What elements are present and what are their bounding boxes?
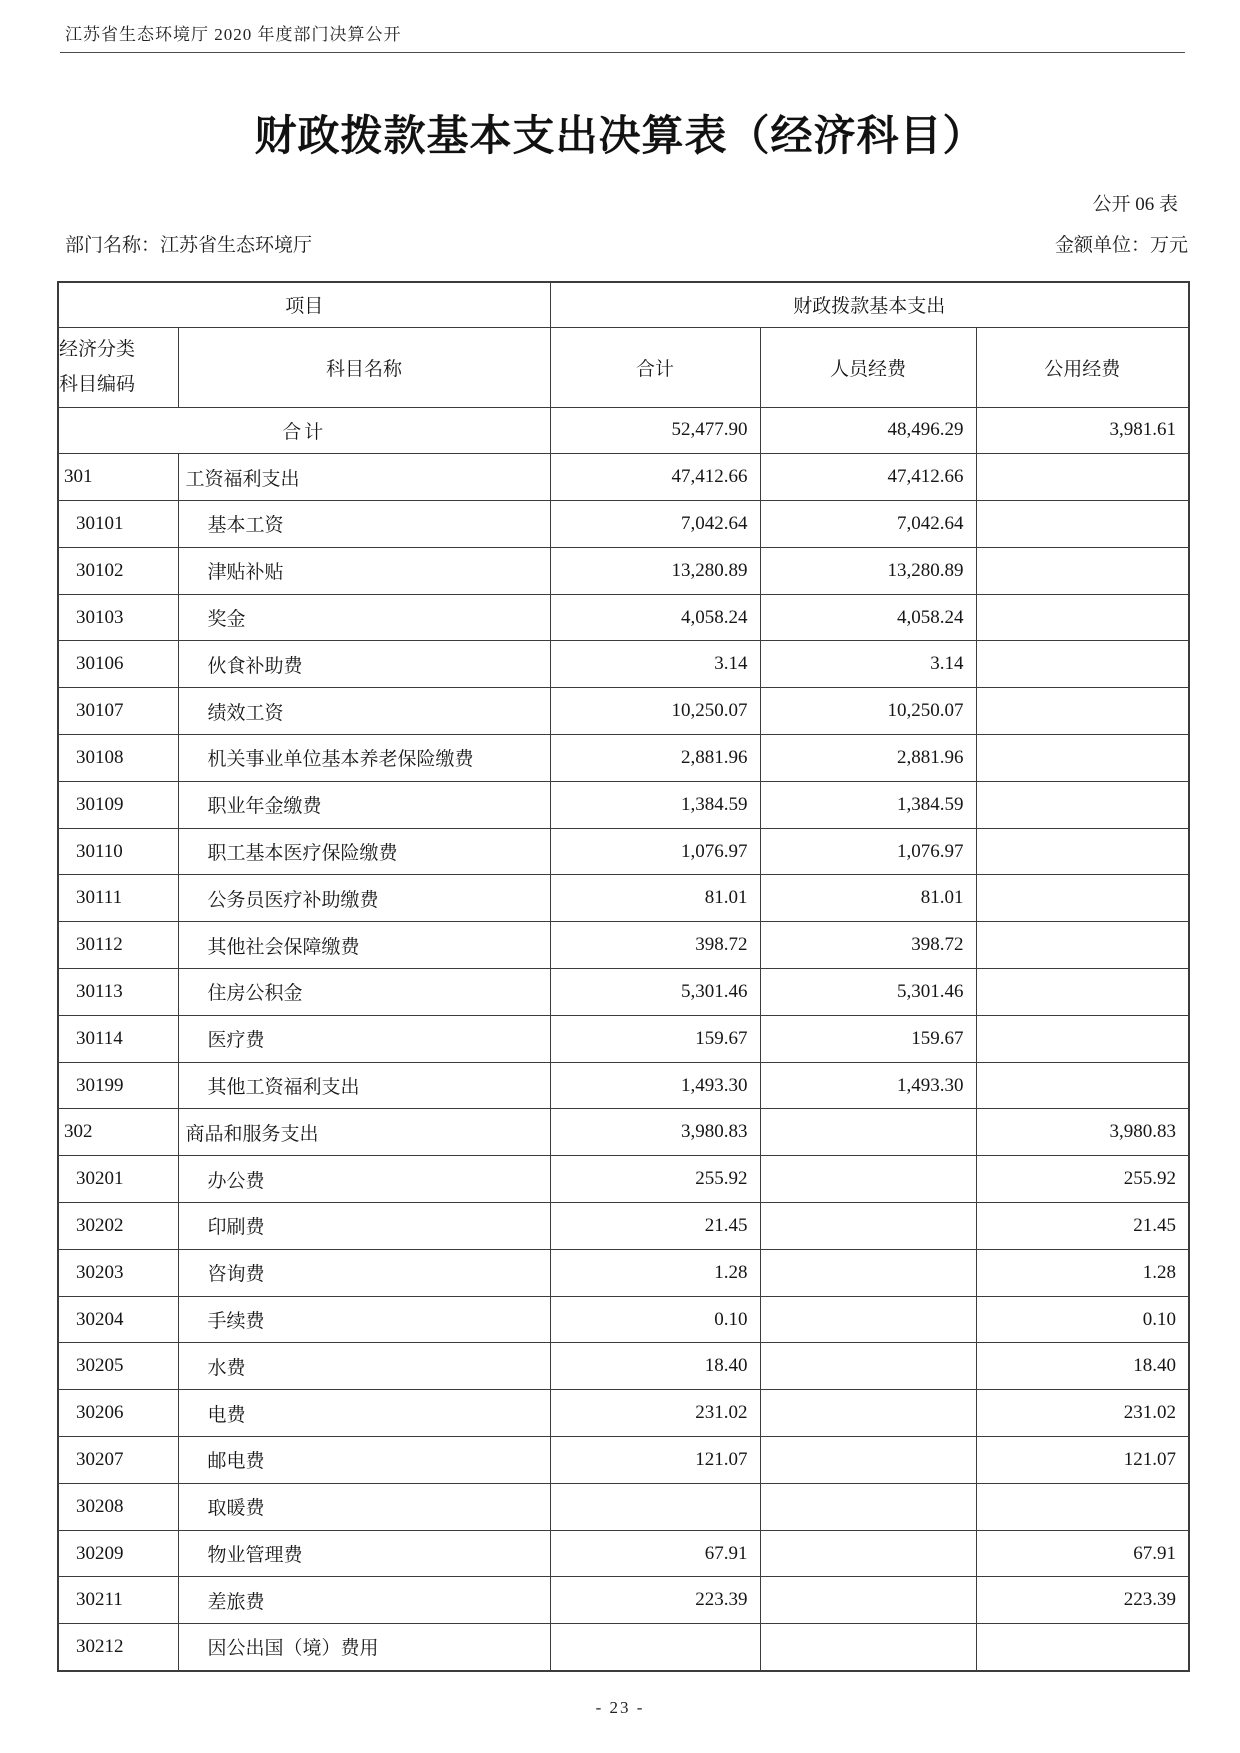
- row-code: 30212: [58, 1624, 178, 1671]
- column-header-code-line2: 科目编码: [59, 374, 136, 395]
- row-total: 159.67: [550, 1015, 760, 1062]
- row-total: 223.39: [550, 1577, 760, 1624]
- column-header-public: 公用经费: [976, 327, 1189, 407]
- row-code: 30199: [58, 1062, 178, 1109]
- table-row: [58, 922, 1189, 969]
- row-name: 水费: [178, 1343, 550, 1390]
- row-personnel: [760, 1390, 976, 1437]
- table-row: [58, 828, 1189, 875]
- table-row: [58, 594, 1189, 641]
- row-public: [976, 547, 1189, 594]
- row-total: 47,412.66: [550, 454, 760, 501]
- row-code: 30112: [58, 922, 178, 969]
- group-header-item: 项目: [58, 282, 550, 327]
- row-code: 30107: [58, 688, 178, 735]
- running-header: [0, 0, 1240, 45]
- row-public: [976, 1483, 1189, 1530]
- row-code: 302: [58, 1109, 178, 1156]
- row-public: [976, 641, 1189, 688]
- row-public: [976, 1062, 1189, 1109]
- row-name: 邮电费: [178, 1437, 550, 1484]
- row-total: 10,250.07: [550, 688, 760, 735]
- row-public: [976, 1015, 1189, 1062]
- row-personnel: [760, 1109, 976, 1156]
- row-name: 职工基本医疗保险缴费: [178, 828, 550, 875]
- row-total: 231.02: [550, 1390, 760, 1437]
- row-public: 1.28: [976, 1249, 1189, 1296]
- running-header-text: 江苏省生态环境厅 2020 年度部门决算公开: [65, 25, 402, 44]
- row-total: 3,980.83: [550, 1109, 760, 1156]
- row-name: 差旅费: [178, 1577, 550, 1624]
- row-public: [976, 688, 1189, 735]
- row-code: 30201: [58, 1156, 178, 1203]
- row-personnel: [760, 1577, 976, 1624]
- row-name: 基本工资: [178, 501, 550, 548]
- table-row: [58, 1109, 1189, 1156]
- table-row: [58, 1343, 1189, 1390]
- table-row: [58, 1062, 1189, 1109]
- row-code: 30204: [58, 1296, 178, 1343]
- row-code: 30203: [58, 1249, 178, 1296]
- row-personnel: 5,301.46: [760, 969, 976, 1016]
- table-row: [58, 1483, 1189, 1530]
- row-total: 1.28: [550, 1249, 760, 1296]
- row-public: [976, 454, 1189, 501]
- row-name: 咨询费: [178, 1249, 550, 1296]
- row-personnel: 1,384.59: [760, 781, 976, 828]
- row-total: 0.10: [550, 1296, 760, 1343]
- table-body: [58, 407, 1189, 1671]
- row-total: 398.72: [550, 922, 760, 969]
- row-code: 30102: [58, 547, 178, 594]
- row-name: 住房公积金: [178, 969, 550, 1016]
- row-code: 30207: [58, 1437, 178, 1484]
- table-number: 公开 06 表: [1092, 194, 1178, 215]
- row-public: 67.91: [976, 1530, 1189, 1577]
- row-code: 301: [58, 454, 178, 501]
- row-name: 印刷费: [178, 1203, 550, 1250]
- row-public: [976, 501, 1189, 548]
- row-personnel: 7,042.64: [760, 501, 976, 548]
- row-name: 公务员医疗补助缴费: [178, 875, 550, 922]
- row-personnel: 398.72: [760, 922, 976, 969]
- row-name: 办公费: [178, 1156, 550, 1203]
- row-personnel: 2,881.96: [760, 735, 976, 782]
- row-total: 3.14: [550, 641, 760, 688]
- row-total: 18.40: [550, 1343, 760, 1390]
- row-personnel: [760, 1249, 976, 1296]
- row-personnel: 47,412.66: [760, 454, 976, 501]
- row-personnel: 159.67: [760, 1015, 976, 1062]
- row-total: 81.01: [550, 875, 760, 922]
- row-code: 30103: [58, 594, 178, 641]
- row-total: 4,058.24: [550, 594, 760, 641]
- row-code: 30108: [58, 735, 178, 782]
- summary-row-total: 52,477.90: [550, 407, 760, 454]
- row-name: 奖金: [178, 594, 550, 641]
- row-code: 30110: [58, 828, 178, 875]
- row-personnel: 13,280.89: [760, 547, 976, 594]
- table-group-header-row: [58, 282, 1189, 327]
- row-total: [550, 1624, 760, 1671]
- row-total: 2,881.96: [550, 735, 760, 782]
- row-total: 21.45: [550, 1203, 760, 1250]
- row-code: 30206: [58, 1390, 178, 1437]
- table-row: [58, 501, 1189, 548]
- summary-row-personnel: 48,496.29: [760, 407, 976, 454]
- row-public: 255.92: [976, 1156, 1189, 1203]
- row-code: 30202: [58, 1203, 178, 1250]
- table-row: [58, 875, 1189, 922]
- row-total: 7,042.64: [550, 501, 760, 548]
- table-row: [58, 1249, 1189, 1296]
- table-row: [58, 735, 1189, 782]
- row-total: 1,493.30: [550, 1062, 760, 1109]
- table-column-header-row: [58, 327, 1189, 407]
- summary-row-label: 合计: [58, 407, 550, 454]
- row-name: 工资福利支出: [178, 454, 550, 501]
- row-code: 30209: [58, 1530, 178, 1577]
- row-name: 医疗费: [178, 1015, 550, 1062]
- row-public: 121.07: [976, 1437, 1189, 1484]
- page-number: - 23 -: [595, 1697, 645, 1717]
- row-personnel: [760, 1296, 976, 1343]
- row-name: 因公出国（境）费用: [178, 1624, 550, 1671]
- department-name: 部门名称：江苏省生态环境厅: [65, 235, 313, 256]
- row-name: 机关事业单位基本养老保险缴费: [178, 735, 550, 782]
- column-header-personnel: 人员经费: [760, 327, 976, 407]
- row-name: 取暖费: [178, 1483, 550, 1530]
- row-public: 3,980.83: [976, 1109, 1189, 1156]
- row-total: 255.92: [550, 1156, 760, 1203]
- column-header-name: 科目名称: [178, 327, 550, 407]
- budget-table: [57, 281, 1190, 1672]
- table-row: [58, 454, 1189, 501]
- summary-row-public: 3,981.61: [976, 407, 1189, 454]
- row-personnel: 1,076.97: [760, 828, 976, 875]
- row-public: [976, 781, 1189, 828]
- row-code: 30211: [58, 1577, 178, 1624]
- row-name: 电费: [178, 1390, 550, 1437]
- row-name: 商品和服务支出: [178, 1109, 550, 1156]
- table-row: [58, 969, 1189, 1016]
- row-name: 职业年金缴费: [178, 781, 550, 828]
- table-row: [58, 1624, 1189, 1671]
- table-row: [58, 1577, 1189, 1624]
- row-personnel: 3.14: [760, 641, 976, 688]
- table-row: [58, 1390, 1189, 1437]
- row-public: [976, 828, 1189, 875]
- row-personnel: [760, 1530, 976, 1577]
- row-total: 1,076.97: [550, 828, 760, 875]
- row-code: 30114: [58, 1015, 178, 1062]
- row-name: 津贴补贴: [178, 547, 550, 594]
- row-public: [976, 969, 1189, 1016]
- row-total: [550, 1483, 760, 1530]
- table-row: [58, 1156, 1189, 1203]
- row-name: 伙食补助费: [178, 641, 550, 688]
- row-public: [976, 875, 1189, 922]
- row-code: 30205: [58, 1343, 178, 1390]
- row-total: 13,280.89: [550, 547, 760, 594]
- table-row: [58, 781, 1189, 828]
- row-code: 30208: [58, 1483, 178, 1530]
- summary-row: [58, 407, 1189, 454]
- row-public: [976, 594, 1189, 641]
- table-row: [58, 641, 1189, 688]
- row-personnel: [760, 1156, 976, 1203]
- row-personnel: 1,493.30: [760, 1062, 976, 1109]
- table-row: [58, 688, 1189, 735]
- row-public: 223.39: [976, 1577, 1189, 1624]
- row-public: 18.40: [976, 1343, 1189, 1390]
- row-personnel: [760, 1437, 976, 1484]
- row-code: 30109: [58, 781, 178, 828]
- row-code: 30111: [58, 875, 178, 922]
- table-row: [58, 1530, 1189, 1577]
- row-public: [976, 922, 1189, 969]
- page-title: 财政拨款基本支出决算表（经济科目）: [254, 114, 986, 160]
- row-total: 67.91: [550, 1530, 760, 1577]
- row-name: 物业管理费: [178, 1530, 550, 1577]
- row-personnel: 10,250.07: [760, 688, 976, 735]
- row-name: 其他工资福利支出: [178, 1062, 550, 1109]
- table-row: [58, 1015, 1189, 1062]
- row-personnel: [760, 1343, 976, 1390]
- row-personnel: 81.01: [760, 875, 976, 922]
- table-row: [58, 1437, 1189, 1484]
- row-total: 5,301.46: [550, 969, 760, 1016]
- row-code: 30113: [58, 969, 178, 1016]
- table-row: [58, 547, 1189, 594]
- row-personnel: [760, 1483, 976, 1530]
- column-header-code-line1: 经济分类: [59, 338, 136, 360]
- row-name: 手续费: [178, 1296, 550, 1343]
- row-code: 30101: [58, 501, 178, 548]
- row-name: 其他社会保障缴费: [178, 922, 550, 969]
- header-divider: [60, 52, 1185, 53]
- row-code: 30106: [58, 641, 178, 688]
- table-row: [58, 1203, 1189, 1250]
- amount-unit: 金额单位：万元: [1054, 235, 1188, 256]
- group-header-appropriation: 财政拨款基本支出: [550, 282, 1189, 327]
- row-name: 绩效工资: [178, 688, 550, 735]
- row-total: 121.07: [550, 1437, 760, 1484]
- column-header-code: [58, 327, 178, 407]
- row-public: [976, 1624, 1189, 1671]
- row-total: 1,384.59: [550, 781, 760, 828]
- row-personnel: [760, 1203, 976, 1250]
- row-personnel: [760, 1624, 976, 1671]
- column-header-total: 合计: [550, 327, 760, 407]
- row-public: [976, 735, 1189, 782]
- row-public: 231.02: [976, 1390, 1189, 1437]
- row-personnel: 4,058.24: [760, 594, 976, 641]
- row-public: 0.10: [976, 1296, 1189, 1343]
- table-row: [58, 1296, 1189, 1343]
- meta-line: [65, 230, 1188, 257]
- row-public: 21.45: [976, 1203, 1189, 1250]
